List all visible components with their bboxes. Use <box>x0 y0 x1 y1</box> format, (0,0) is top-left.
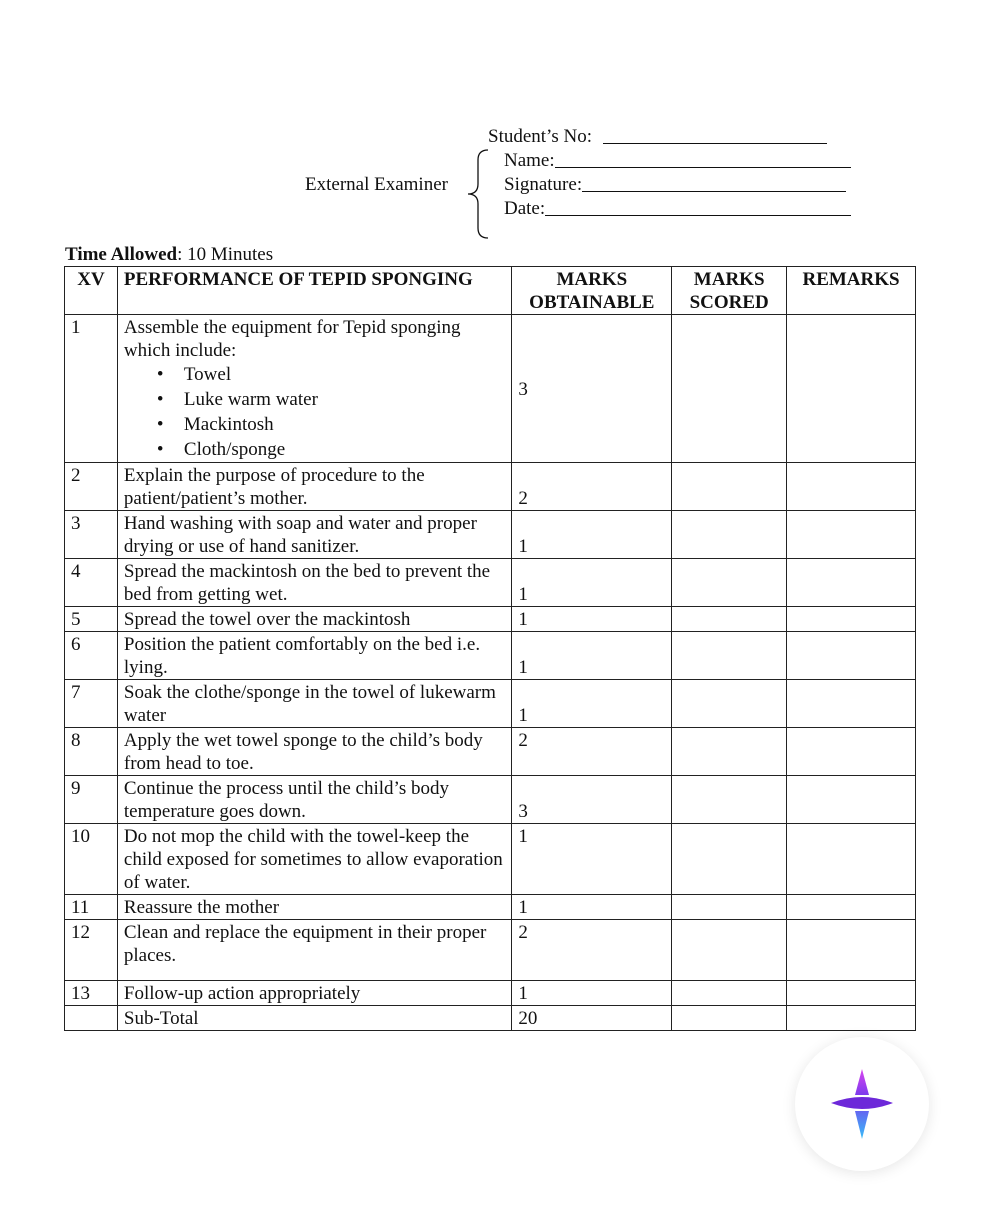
row-number: 4 <box>65 559 118 607</box>
row-number: 10 <box>65 824 118 895</box>
row-number-empty <box>65 1006 118 1031</box>
marks-obtainable-cell: 2 <box>512 463 672 511</box>
header-xv: XV <box>65 267 118 315</box>
marks-scored-cell[interactable] <box>672 511 787 559</box>
remarks-cell[interactable] <box>787 895 916 920</box>
task-cell: Follow-up action appropriately <box>117 981 512 1006</box>
marks-scored-cell[interactable] <box>672 728 787 776</box>
header-remarks: REMARKS <box>787 267 916 315</box>
header-marks-scored: MARKS SCORED <box>672 267 787 315</box>
table-row <box>65 632 916 680</box>
task-cell: Apply the wet towel sponge to the child’s body from head to toe. <box>117 728 512 776</box>
marks-obtainable-cell: 1 <box>512 559 672 607</box>
list-item: • Towel <box>184 362 506 387</box>
signature-field <box>504 174 846 196</box>
table-row <box>65 315 916 463</box>
marks-scored-cell[interactable] <box>672 315 787 463</box>
remarks-cell[interactable] <box>787 728 916 776</box>
list-item: • Luke warm water <box>184 387 506 412</box>
remarks-cell[interactable] <box>787 920 916 981</box>
marks-scored-cell[interactable] <box>672 607 787 632</box>
row-number: 1 <box>65 315 118 463</box>
list-item: • Cloth/sponge <box>184 437 506 462</box>
table-row <box>65 824 916 895</box>
task-cell: Position the patient comfortably on the bed i.e. lying. <box>117 632 512 680</box>
remarks-cell[interactable] <box>787 559 916 607</box>
remarks-cell[interactable] <box>787 511 916 559</box>
table-row <box>65 981 916 1006</box>
student-number-field <box>488 126 827 148</box>
task-cell: Spread the mackintosh on the bed to prevent the bed from getting wet. <box>117 559 512 607</box>
row-number: 12 <box>65 920 118 981</box>
name-label: Name: <box>504 150 555 171</box>
date-label: Date: <box>504 198 546 219</box>
marks-scored-cell[interactable] <box>672 920 787 981</box>
external-examiner-label: External Examiner <box>305 174 448 195</box>
table-row <box>65 511 916 559</box>
table-row <box>65 920 916 981</box>
table-row <box>65 895 916 920</box>
table-row <box>65 463 916 511</box>
marks-scored-cell[interactable] <box>672 463 787 511</box>
row-number: 13 <box>65 981 118 1006</box>
marks-obtainable-cell: 1 <box>512 680 672 728</box>
marks-obtainable-cell: 2 <box>512 728 672 776</box>
marks-scored-cell[interactable] <box>672 895 787 920</box>
remarks-cell[interactable] <box>787 981 916 1006</box>
remarks-cell[interactable] <box>787 824 916 895</box>
name-field <box>504 150 851 172</box>
marks-obtainable-cell: 2 <box>512 920 672 981</box>
marks-scored-cell[interactable] <box>672 632 787 680</box>
subtotal-row <box>65 1006 916 1031</box>
examiner-header <box>0 0 1008 250</box>
student-number-blank[interactable] <box>603 142 827 144</box>
subtotal-marks: 20 <box>512 1006 672 1031</box>
sparkle-logo-icon <box>827 1065 897 1143</box>
task-cell <box>117 315 512 463</box>
subtotal-label: Sub-Total <box>117 1006 512 1031</box>
subtotal-scored-cell[interactable] <box>672 1006 787 1031</box>
assessment-table <box>64 266 916 1031</box>
row-number: 9 <box>65 776 118 824</box>
row-number: 7 <box>65 680 118 728</box>
remarks-cell[interactable] <box>787 607 916 632</box>
time-allowed-value: : 10 Minutes <box>177 244 274 265</box>
marks-scored-cell[interactable] <box>672 776 787 824</box>
marks-obtainable-cell: 1 <box>512 824 672 895</box>
table-header-row <box>65 267 916 315</box>
table-row <box>65 728 916 776</box>
header-performance: PERFORMANCE OF TEPID SPONGING <box>117 267 512 315</box>
task-cell: Hand washing with soap and water and proper drying or use of hand sanitizer. <box>117 511 512 559</box>
task-cell: Reassure the mother <box>117 895 512 920</box>
row-number: 11 <box>65 895 118 920</box>
curly-brace-icon <box>466 148 492 240</box>
row-number: 3 <box>65 511 118 559</box>
row-number: 5 <box>65 607 118 632</box>
task-cell: Spread the towel over the mackintosh <box>117 607 512 632</box>
task-text: Assemble the equipment for Tepid sponging which include: <box>123 317 461 361</box>
task-cell: Clean and replace the equipment in their proper places. <box>117 920 512 981</box>
table-row <box>65 776 916 824</box>
equipment-list <box>124 362 506 462</box>
task-cell: Explain the purpose of procedure to the patient/patient’s mother. <box>117 463 512 511</box>
marks-obtainable-cell: 1 <box>512 895 672 920</box>
signature-label: Signature: <box>504 174 583 195</box>
task-cell: Soak the clothe/sponge in the towel of lukewarm water <box>117 680 512 728</box>
marks-obtainable-cell: 1 <box>512 981 672 1006</box>
time-allowed-label: Time Allowed <box>65 244 178 265</box>
list-item: • Mackintosh <box>184 412 506 437</box>
marks-scored-cell[interactable] <box>672 981 787 1006</box>
row-number: 2 <box>65 463 118 511</box>
time-allowed <box>65 244 273 266</box>
date-blank[interactable] <box>545 214 851 216</box>
marks-scored-cell[interactable] <box>672 824 787 895</box>
marks-obtainable-cell: 1 <box>512 511 672 559</box>
table-row <box>65 607 916 632</box>
marks-scored-cell[interactable] <box>672 559 787 607</box>
row-number: 8 <box>65 728 118 776</box>
remarks-cell[interactable] <box>787 776 916 824</box>
student-number-label: Student’s No: <box>488 126 592 147</box>
remarks-cell[interactable] <box>787 680 916 728</box>
name-blank[interactable] <box>555 166 851 168</box>
task-cell: Do not mop the child with the towel-keep the child exposed for sometimes to allow evaporation of water. <box>117 824 512 895</box>
task-cell: Continue the process until the child’s body temperature goes down. <box>117 776 512 824</box>
marks-obtainable-cell: 3 <box>512 776 672 824</box>
marks-obtainable-cell: 1 <box>512 607 672 632</box>
remarks-cell[interactable] <box>787 315 916 463</box>
date-field <box>504 198 851 220</box>
signature-blank[interactable] <box>582 190 846 192</box>
app-badge[interactable] <box>795 1037 929 1171</box>
header-marks-obtainable: MARKS OBTAINABLE <box>512 267 672 315</box>
row-number: 6 <box>65 632 118 680</box>
marks-scored-cell[interactable] <box>672 680 787 728</box>
remarks-cell[interactable] <box>787 463 916 511</box>
marks-obtainable-cell: 1 <box>512 632 672 680</box>
subtotal-remarks-cell[interactable] <box>787 1006 916 1031</box>
table-row <box>65 559 916 607</box>
remarks-cell[interactable] <box>787 632 916 680</box>
table-row <box>65 680 916 728</box>
marks-obtainable-cell: 3 <box>512 315 672 463</box>
